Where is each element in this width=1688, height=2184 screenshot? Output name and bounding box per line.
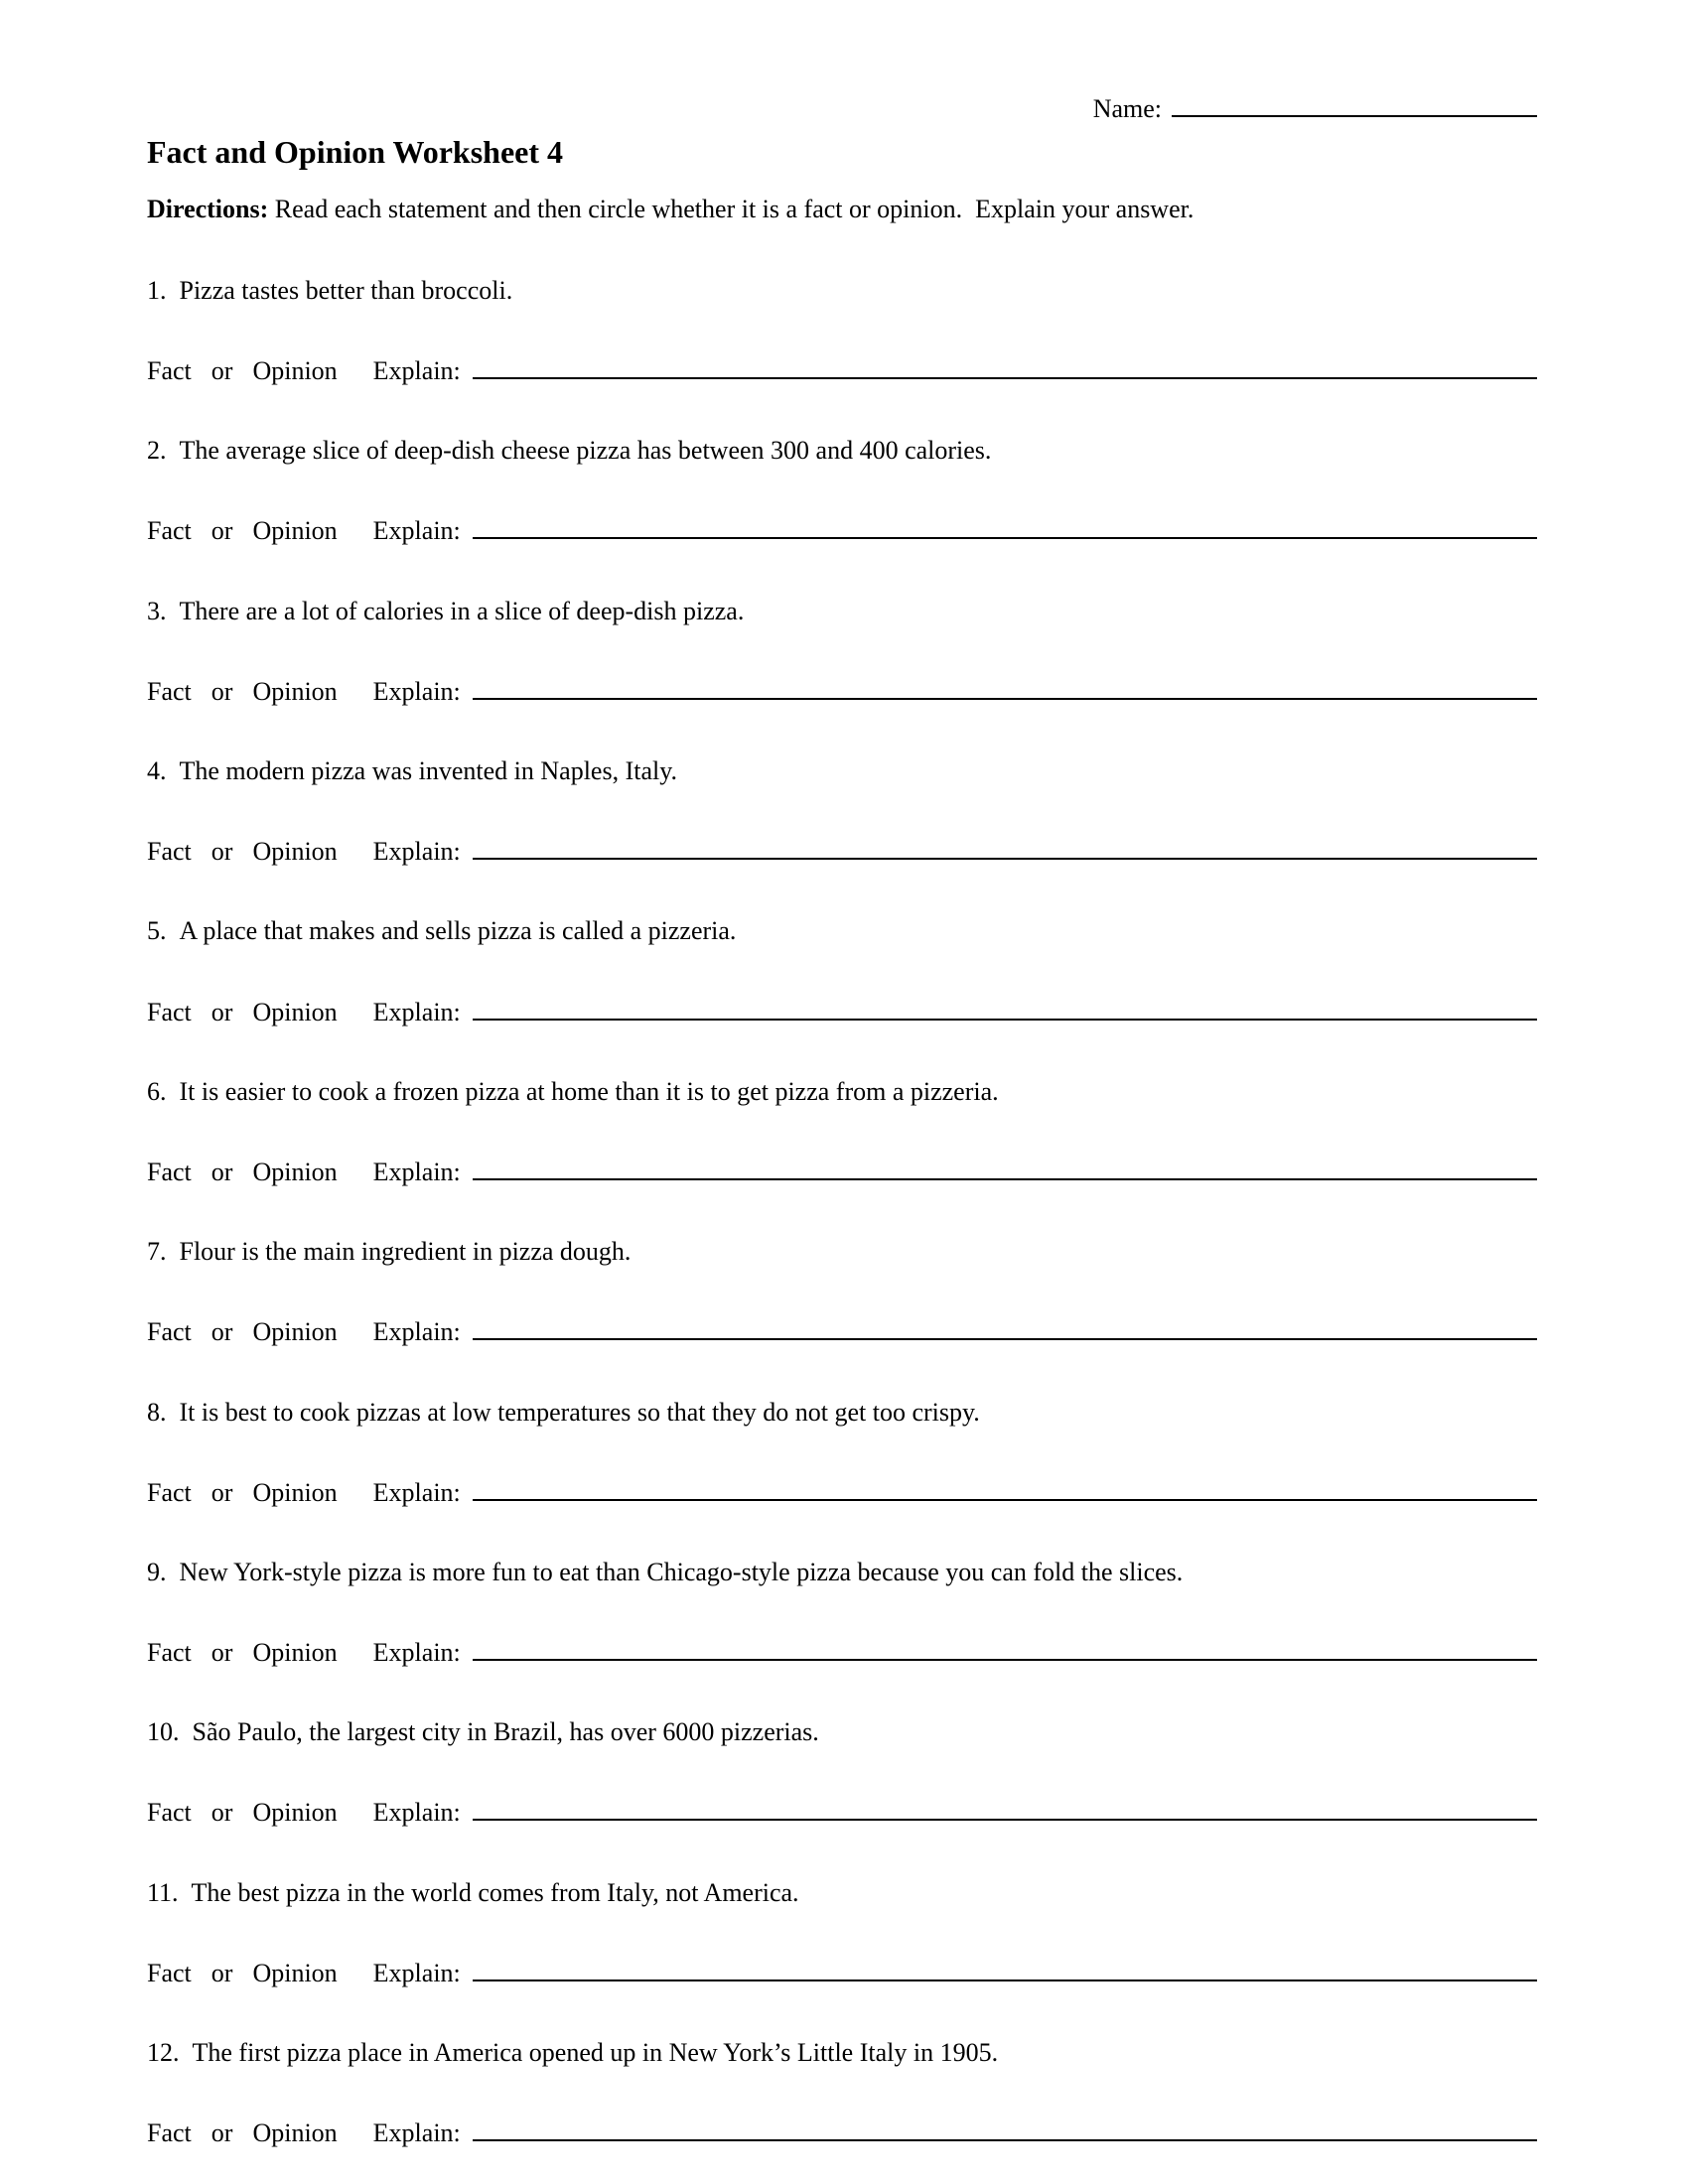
- question-block: [147, 755, 1537, 867]
- question-block: [147, 435, 1537, 546]
- opinion-choice[interactable]: Opinion: [252, 2118, 338, 2148]
- question-text: The first pizza place in America opened up in New York’s Little Italy in 1905.: [192, 2038, 999, 2068]
- opinion-choice[interactable]: Opinion: [252, 1798, 338, 1828]
- question-number: 6.: [147, 1076, 167, 1106]
- fact-choice[interactable]: Fact: [147, 516, 192, 546]
- explain-blank-line[interactable]: [473, 351, 1537, 379]
- question-statement: [147, 915, 1537, 946]
- question-statement: [147, 1716, 1537, 1747]
- question-block: [147, 1877, 1537, 1988]
- question-number: 10.: [147, 1717, 180, 1747]
- answer-row: [147, 1312, 1537, 1347]
- question-number: 2.: [147, 436, 167, 466]
- or-label: or: [211, 2118, 233, 2148]
- question-text: São Paulo, the largest city in Brazil, has over 6000 pizzerias.: [192, 1717, 819, 1747]
- directions-label: Directions:: [147, 195, 269, 224]
- explain-blank-line[interactable]: [473, 1633, 1537, 1661]
- question-block: [147, 1557, 1537, 1668]
- or-label: or: [211, 1317, 233, 1347]
- question-text: It is best to cook pizzas at low temperatures so that they do not get too crispy.: [179, 1397, 980, 1427]
- page-title: Fact and Opinion Worksheet 4: [147, 133, 564, 170]
- question-text: The modern pizza was invented in Naples, Italy.: [179, 756, 678, 786]
- opinion-choice[interactable]: Opinion: [252, 1157, 338, 1186]
- explain-blank-line[interactable]: [473, 672, 1537, 700]
- question-number: 8.: [147, 1397, 167, 1427]
- explain-label: Explain:: [372, 1317, 461, 1347]
- question-text: The best pizza in the world comes from Italy, not America.: [191, 1877, 799, 1907]
- question-text: It is easier to cook a frozen pizza at home than it is to get pizza from a pizzeria.: [179, 1076, 999, 1106]
- question-text: The average slice of deep-dish cheese pizza has between 300 and 400 calories.: [179, 436, 992, 466]
- or-label: or: [211, 1638, 233, 1668]
- opinion-choice[interactable]: Opinion: [252, 1317, 338, 1347]
- or-label: or: [211, 1798, 233, 1828]
- explain-label: Explain:: [372, 1638, 461, 1668]
- fact-choice[interactable]: Fact: [147, 1477, 192, 1507]
- opinion-choice[interactable]: Opinion: [252, 1958, 338, 1987]
- question-statement: [147, 275, 1537, 306]
- explain-label: Explain:: [372, 997, 461, 1026]
- question-number: 11.: [147, 1877, 179, 1907]
- answer-row: [147, 2114, 1537, 2148]
- answer-row: [147, 1793, 1537, 1828]
- fact-choice[interactable]: Fact: [147, 997, 192, 1026]
- directions-text: Read each statement and then circle whether it is a fact or opinion. Explain your answer.: [268, 195, 1195, 224]
- question-statement: [147, 1877, 1537, 1908]
- fact-choice[interactable]: Fact: [147, 1157, 192, 1186]
- explain-blank-line[interactable]: [473, 2114, 1537, 2141]
- opinion-choice[interactable]: Opinion: [252, 1477, 338, 1507]
- explain-label: Explain:: [372, 1157, 461, 1186]
- question-block: [147, 596, 1537, 707]
- explain-blank-line[interactable]: [473, 1954, 1537, 1981]
- question-text: Pizza tastes better than broccoli.: [179, 275, 513, 305]
- question-statement: [147, 435, 1537, 466]
- question-block: [147, 275, 1537, 386]
- explain-label: Explain:: [372, 676, 461, 706]
- explain-blank-line[interactable]: [473, 1793, 1537, 1821]
- answer-row: [147, 1473, 1537, 1508]
- question-number: 9.: [147, 1557, 167, 1586]
- question-statement: [147, 596, 1537, 626]
- question-statement: [147, 2037, 1537, 2068]
- answer-row: [147, 1153, 1537, 1187]
- opinion-choice[interactable]: Opinion: [252, 676, 338, 706]
- opinion-choice[interactable]: Opinion: [252, 837, 338, 867]
- question-text: Flour is the main ingredient in pizza dough.: [179, 1237, 632, 1267]
- explain-blank-line[interactable]: [473, 1153, 1537, 1180]
- question-block: [147, 1076, 1537, 1187]
- question-statement: [147, 1236, 1537, 1267]
- answer-row: [147, 1954, 1537, 1988]
- answer-row: [147, 511, 1537, 546]
- question-block: [147, 2037, 1537, 2148]
- fact-choice[interactable]: Fact: [147, 1317, 192, 1347]
- answer-row: [147, 351, 1537, 386]
- question-statement: [147, 1557, 1537, 1587]
- fact-choice[interactable]: Fact: [147, 837, 192, 867]
- question-block: [147, 915, 1537, 1026]
- or-label: or: [211, 356, 233, 386]
- question-number: 7.: [147, 1237, 167, 1267]
- name-label: Name:: [1092, 94, 1162, 123]
- opinion-choice[interactable]: Opinion: [252, 1638, 338, 1668]
- or-label: or: [211, 837, 233, 867]
- explain-label: Explain:: [372, 356, 461, 386]
- question-number: 1.: [147, 275, 167, 305]
- or-label: or: [211, 1157, 233, 1186]
- name-blank-line[interactable]: [1172, 89, 1537, 117]
- answer-row: [147, 832, 1537, 867]
- question-block: [147, 1716, 1537, 1828]
- fact-choice[interactable]: Fact: [147, 1798, 192, 1828]
- question-list: [147, 275, 1537, 2149]
- answer-row: [147, 672, 1537, 707]
- or-label: or: [211, 1958, 233, 1987]
- opinion-choice[interactable]: Opinion: [252, 356, 338, 386]
- explain-label: Explain:: [372, 1958, 461, 1987]
- explain-label: Explain:: [372, 2118, 461, 2148]
- or-label: or: [211, 676, 233, 706]
- explain-label: Explain:: [372, 516, 461, 546]
- explain-blank-line[interactable]: [473, 1312, 1537, 1340]
- question-statement: [147, 1397, 1537, 1428]
- question-text: New York-style pizza is more fun to eat than Chicago-style pizza because you can fold the slices.: [179, 1557, 1184, 1586]
- question-text: A place that makes and sells pizza is called a pizzeria.: [179, 916, 737, 946]
- name-row: [147, 89, 1537, 124]
- opinion-choice[interactable]: Opinion: [252, 516, 338, 546]
- question-text: There are a lot of calories in a slice of deep-dish pizza.: [179, 596, 745, 625]
- explain-blank-line[interactable]: [473, 993, 1537, 1021]
- directions: [147, 194, 1537, 226]
- explain-label: Explain:: [372, 1477, 461, 1507]
- question-number: 12.: [147, 2038, 180, 2068]
- opinion-choice[interactable]: Opinion: [252, 997, 338, 1026]
- fact-choice[interactable]: Fact: [147, 2118, 192, 2148]
- question-number: 4.: [147, 756, 167, 786]
- question-block: [147, 1236, 1537, 1347]
- fact-choice[interactable]: Fact: [147, 356, 192, 386]
- or-label: or: [211, 516, 233, 546]
- or-label: or: [211, 1477, 233, 1507]
- explain-label: Explain:: [372, 1798, 461, 1828]
- question-number: 3.: [147, 596, 167, 625]
- fact-choice[interactable]: Fact: [147, 1638, 192, 1668]
- fact-choice[interactable]: Fact: [147, 1958, 192, 1987]
- or-label: or: [211, 997, 233, 1026]
- explain-label: Explain:: [372, 837, 461, 867]
- explain-blank-line[interactable]: [473, 1473, 1537, 1501]
- fact-choice[interactable]: Fact: [147, 676, 192, 706]
- explain-blank-line[interactable]: [473, 511, 1537, 539]
- question-statement: [147, 1076, 1537, 1107]
- question-statement: [147, 755, 1537, 786]
- answer-row: [147, 1633, 1537, 1668]
- explain-blank-line[interactable]: [473, 832, 1537, 860]
- answer-row: [147, 993, 1537, 1027]
- question-number: 5.: [147, 916, 167, 946]
- question-block: [147, 1397, 1537, 1508]
